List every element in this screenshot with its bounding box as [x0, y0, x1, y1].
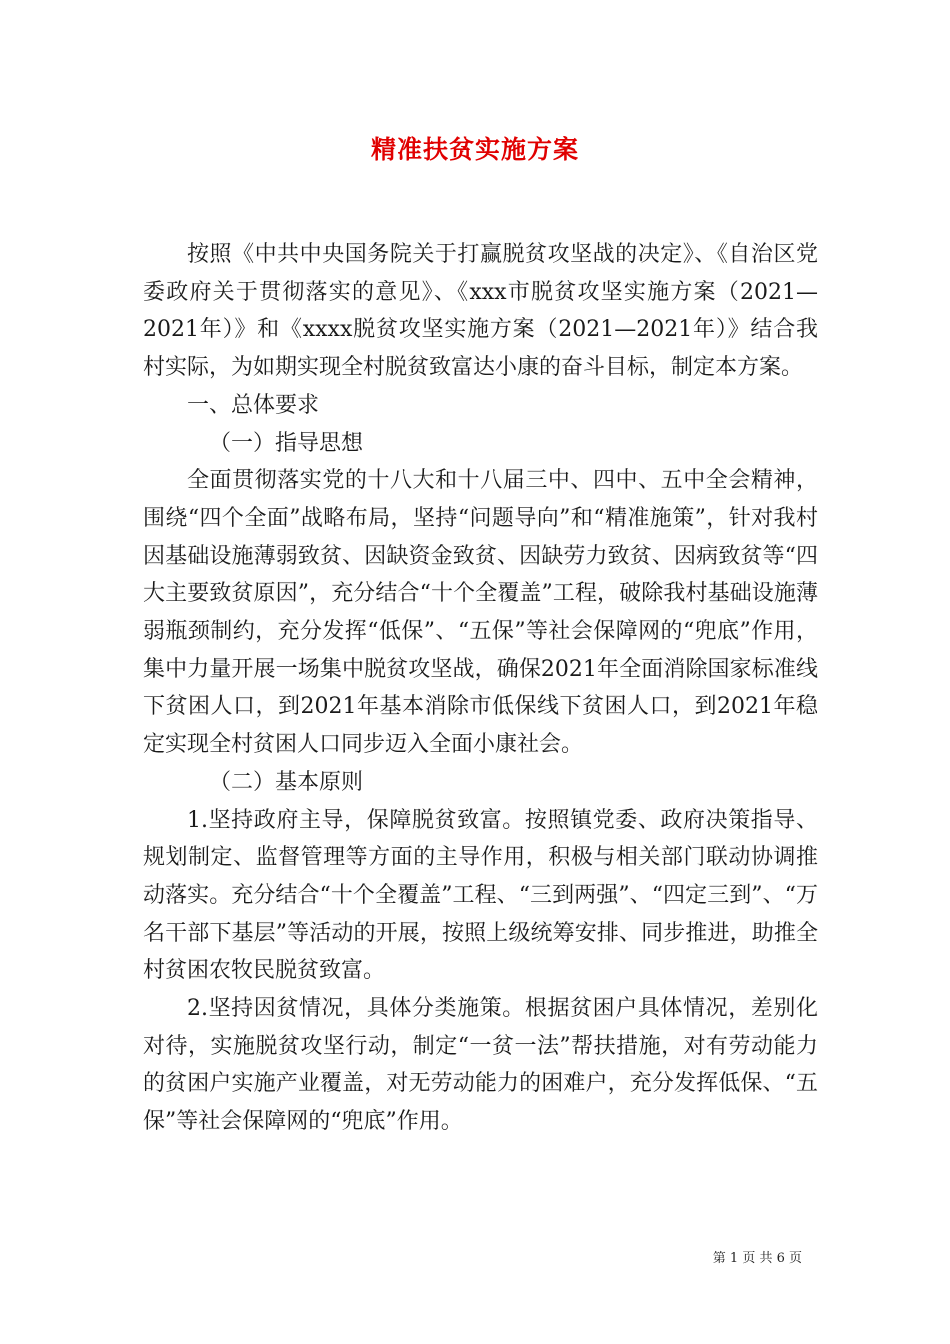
page-number-footer: 第 1 页 共 6 页: [712, 1251, 802, 1266]
document-body: [143, 236, 818, 1141]
intro-paragraph: 按照《中共中央国务院关于打赢脱贫攻坚战的决定》、《自治区党委政府关于贯彻落实的意见》、《xxx市脱贫攻坚实施方案（2021—2021年）》和《xxxx脱贫攻坚实施方案（2021—2021年）》结合我村实际，为如期实现全村脱贫致富达小康的奋斗目标，制定本方案。: [143, 242, 818, 381]
principle-1-paragraph: 1.坚持政府主导，保障脱贫致富。按照镇党委、政府决策指导、规划制定、监督管理等方面的主导作用，积极与相关部门联动协调推动落实。充分结合“十个全覆盖”工程、“三到两强”、“四定三到”、“万名干部下基层”等活动的开展，按照上级统筹安排、同步推进，助推全村贫困农牧民脱贫致富。: [143, 807, 818, 984]
document-title: 精准扶贫实施方案: [370, 135, 579, 164]
subsection-heading-basic-principles: （二）基本原则: [209, 769, 364, 795]
principle-2-paragraph: 2.坚持因贫情况，具体分类施策。根据贫困户具体情况，差别化对待，实施脱贫攻坚行动，制定“一贫一法”帮扶措施，对有劳动能力的贫困户实施产业覆盖，对无劳动能力的困难户，充分发挥低保、“五保”等社会保障网的“兜底”作用。: [143, 996, 818, 1135]
section-heading-general-requirements: 一、总体要求: [187, 392, 320, 418]
subsection-heading-guiding-thought: （一）指导思想: [209, 430, 364, 456]
guiding-thought-paragraph: 全面贯彻落实党的十八大和十八届三中、四中、五中全会精神，围绕“四个全面”战略布局，坚持“问题导向”和“精准施策”，针对我村因基础设施薄弱致贫、因缺资金致贫、因缺劳力致贫、因病致贫等“四大主要致贫原因”，充分结合“十个全覆盖”工程，破除我村基础设施薄弱瓶颈制约，充分发挥“低保”、“五保”等社会保障网的“兜底”作用，集中力量开展一场集中脱贫攻坚战，确保2021年全面消除国家标准线下贫困人口，到2021年基本消除市低保线下贫困人口，到2021年稳定实现全村贫困人口同步迈入全面小康社会。: [143, 468, 818, 758]
